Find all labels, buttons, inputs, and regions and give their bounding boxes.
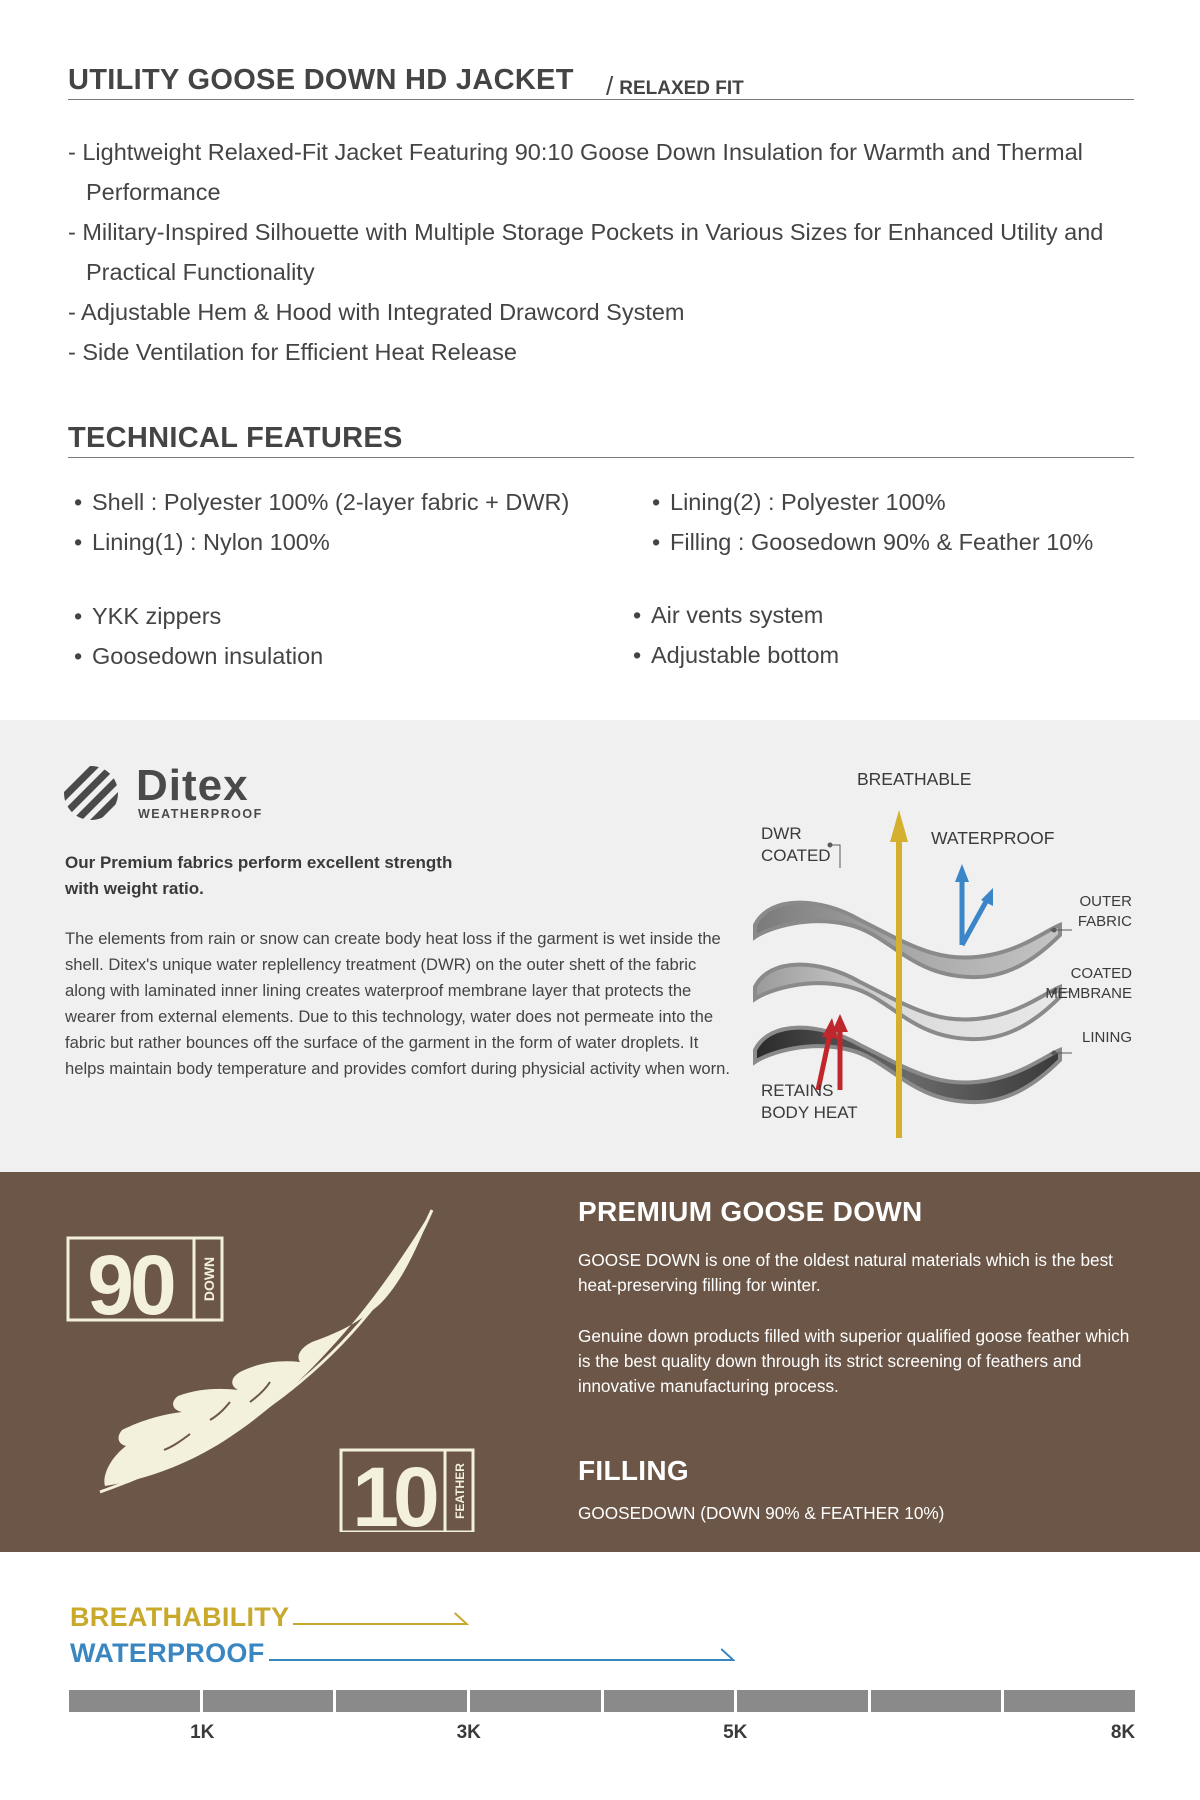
breathable-arrow-icon	[890, 810, 908, 1138]
spec-text: Shell : Polyester 100% (2-layer fabric + DWR)	[92, 489, 570, 515]
outer-fabric-label: FABRIC	[1077, 913, 1132, 930]
bullet: •	[74, 529, 83, 555]
heat-arrowhead-icon	[832, 1014, 848, 1032]
bullet: •	[633, 602, 642, 628]
detail-item	[633, 595, 839, 635]
premium-down-paragraph: Genuine down products filled with superior qualified goose feather which is the best quality down through its strict screening of feathers and innovative manufacturing process.	[578, 1326, 1130, 1396]
down-90-caption: DOWN	[201, 1256, 217, 1302]
feature-list	[68, 132, 1148, 372]
fabric-layer-diagram	[740, 760, 1180, 1150]
bullet: •	[652, 529, 661, 555]
scale-segment	[1004, 1690, 1135, 1712]
down-feather-artwork	[60, 1192, 500, 1532]
detail-list-left	[74, 596, 323, 676]
spec-text: Filling : Goosedown 90% & Feather 10%	[670, 529, 1094, 555]
title-slash: /	[606, 71, 614, 101]
product-fit-label	[606, 70, 744, 101]
spec-list-right	[652, 482, 1093, 562]
bullet: •	[74, 643, 83, 669]
membrane-label: COATED	[1070, 965, 1132, 982]
waterproof-arrowhead-icon	[955, 864, 969, 882]
detail-item	[633, 635, 839, 675]
detail-text: Goosedown insulation	[92, 643, 324, 669]
scale-segment	[604, 1690, 735, 1712]
retains-heat-label: RETAINS	[761, 1081, 834, 1100]
feature-item: - Military-Inspired Silhouette with Multiple Storage Pockets in Various Sizes for Enhanced Utility and Practical Functionality	[68, 219, 1104, 285]
bullet: •	[74, 489, 83, 515]
ditex-subword: WEATHERPROOF	[138, 807, 263, 821]
detail-item	[74, 636, 323, 676]
filling-text: GOOSEDOWN (DOWN 90% & FEATHER 10%)	[578, 1503, 945, 1523]
ditex-description: The elements from rain or snow can create body heat loss if the garment is wet inside the shell. Ditex's unique water replellency treatment (DWR) on the outer shett of the fabric along with laminated inner lining creates waterproof membrane layer that protects the wearer from external elements. Due to this technology, water does not permeate into the fabric but rather bounces off the surface of the garment in the form of water droplets. It helps maintain body temperature and provides comfort during physicial activity when worn.	[65, 929, 731, 1078]
technical-features-title: TECHNICAL FEATURES	[68, 422, 403, 454]
ditex-logo	[64, 762, 324, 824]
breathability-arrow	[293, 1602, 469, 1632]
spec-list-left	[74, 482, 569, 562]
rating-scale-bar	[69, 1690, 1135, 1712]
scale-segment	[203, 1690, 334, 1712]
scale-segment	[470, 1690, 601, 1712]
feather-10-caption: FEATHER	[453, 1463, 467, 1519]
rating-arrow-line	[269, 1649, 733, 1660]
ditex-stripes-icon	[64, 762, 140, 824]
scale-segment	[871, 1690, 1002, 1712]
filling-heading: FILLING	[578, 1455, 689, 1486]
goose-down-section	[0, 1172, 1200, 1552]
retains-heat-label: BODY HEAT	[761, 1103, 858, 1122]
spec-item	[652, 482, 1093, 522]
spec-item	[74, 482, 569, 522]
feather-10-number: 10	[352, 1450, 434, 1532]
detail-item	[74, 596, 323, 636]
feature-item: - Side Ventilation for Efficient Heat Release	[68, 339, 517, 365]
spec-item	[74, 522, 569, 562]
waterproof-label: WATERPROOF	[931, 828, 1055, 848]
detail-list-right	[633, 595, 839, 675]
scale-segment	[737, 1690, 868, 1712]
bullet: •	[652, 489, 661, 515]
bullet: •	[74, 603, 83, 629]
ditex-section	[0, 720, 1200, 1172]
scale-tick-label: 3K	[456, 1722, 481, 1743]
tagline-line: with weight ratio.	[65, 879, 204, 898]
spec-text: Lining(1) : Nylon 100%	[92, 529, 330, 555]
feather-10-badge	[341, 1450, 473, 1532]
breathability-label: BREATHABILITY	[70, 1602, 290, 1632]
bullet: •	[633, 642, 642, 668]
lining-label: LINING	[1081, 1029, 1132, 1046]
premium-down-paragraph: GOOSE DOWN is one of the oldest natural materials which is the best heat-preserving filling for winter.	[578, 1250, 1113, 1295]
outer-fabric-label: OUTER	[1079, 893, 1132, 910]
ditex-tagline	[65, 850, 545, 902]
tagline-line: Our Premium fabrics perform excellent strength	[65, 853, 453, 872]
premium-down-heading: PREMIUM GOOSE DOWN	[578, 1196, 923, 1227]
spec-item	[652, 522, 1093, 562]
scale-tick-label: 8K	[1110, 1722, 1136, 1743]
scale-segment	[69, 1690, 200, 1712]
scale-segment	[336, 1690, 467, 1712]
dwr-label: COATED	[761, 846, 831, 865]
waterproof-arrow	[269, 1638, 735, 1668]
breathable-label: BREATHABLE	[857, 769, 972, 789]
detail-text: YKK zippers	[92, 603, 222, 629]
product-title: UTILITY GOOSE DOWN HD JACKET	[68, 64, 574, 96]
rating-arrow-line	[293, 1613, 467, 1624]
waterproof-arrow-icon	[962, 878, 988, 945]
performance-ratings	[0, 1552, 1200, 1800]
down-90-number: 90	[87, 1238, 173, 1332]
dwr-label: DWR	[761, 824, 802, 843]
feature-item: - Adjustable Hem & Hood with Integrated Drawcord System	[68, 299, 685, 325]
scale-tick-label: 5K	[723, 1722, 748, 1743]
membrane-label: MEMBRANE	[1045, 985, 1132, 1002]
waterproof-label: WATERPROOF	[70, 1638, 265, 1668]
detail-text: Adjustable bottom	[651, 642, 840, 668]
scale-tick-label: 1K	[190, 1722, 215, 1743]
spec-text: Lining(2) : Polyester 100%	[670, 489, 946, 515]
feature-item: - Lightweight Relaxed-Fit Jacket Featuring 90:10 Goose Down Insulation for Warmth and Thermal Performance	[68, 139, 1083, 205]
fit-text: RELAXED FIT	[619, 78, 744, 99]
product-title-row	[68, 62, 1134, 100]
down-90-badge	[68, 1238, 222, 1332]
detail-text: Air vents system	[651, 602, 824, 628]
ditex-wordmark: Ditex	[136, 762, 249, 810]
technical-features-header	[68, 420, 1134, 458]
